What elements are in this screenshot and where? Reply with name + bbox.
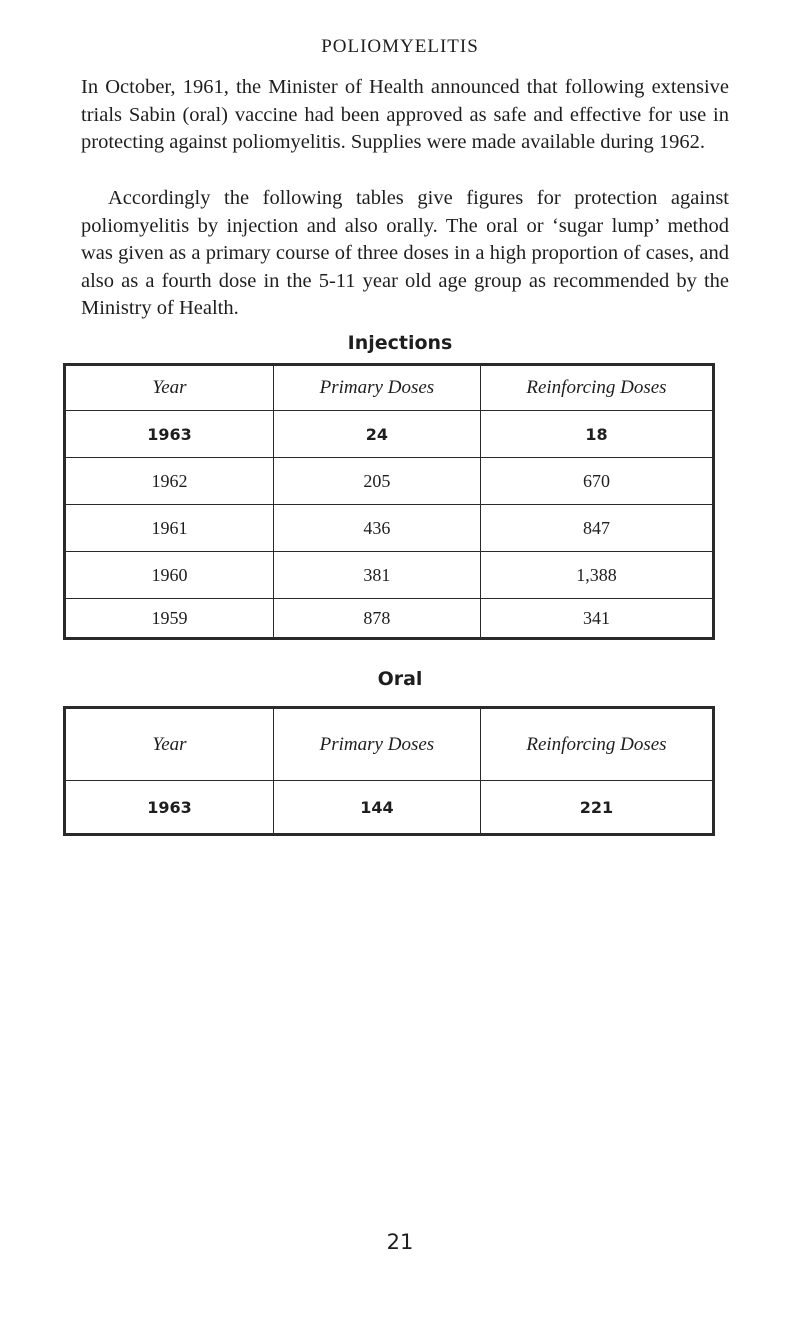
page-number: 21 <box>386 1230 414 1254</box>
year-cell: 1963 <box>65 411 274 458</box>
table-row <box>65 599 714 639</box>
injections-table-title: Injections <box>347 332 453 354</box>
header-year: Year <box>65 708 274 781</box>
table-row <box>65 411 714 458</box>
primary-doses-cell: 205 <box>273 458 480 505</box>
primary-doses-cell: 878 <box>273 599 480 639</box>
reinforcing-doses-cell: 847 <box>480 505 713 552</box>
header-primary-doses: Primary Doses <box>273 365 480 411</box>
year-cell: 1963 <box>65 781 274 835</box>
reinforcing-doses-cell: 341 <box>480 599 713 639</box>
table-row <box>65 781 714 835</box>
method-paragraph: Accordingly the following tables give figures for protection against poliomyelitis by injection and also orally. The oral or ‘sugar lump’ method was given as a primary course of three doses in a high proportion of cases, and also as a fourth dose in the 5-11 year old age group as recommended by the Ministry of Health. <box>81 187 729 319</box>
header-reinforcing-doses: Reinforcing Doses <box>480 708 713 781</box>
year-cell: 1961 <box>65 505 274 552</box>
table-header-row <box>65 708 714 781</box>
reinforcing-doses-cell: 18 <box>480 411 713 458</box>
reinforcing-doses-cell: 670 <box>480 458 713 505</box>
table-header-row <box>65 365 714 411</box>
page-heading: POLIOMYELITIS <box>321 36 479 57</box>
year-cell: 1962 <box>65 458 274 505</box>
header-year: Year <box>65 365 274 411</box>
table-row <box>65 505 714 552</box>
primary-doses-cell: 24 <box>273 411 480 458</box>
reinforcing-doses-cell: 1,388 <box>480 552 713 599</box>
intro-paragraph: In October, 1961, the Minister of Health announced that following extensive trials Sabin (oral) vaccine had been approved as safe and effective for use in protecting against poliomyelitis. Supplies were made available during 1962. <box>81 76 729 153</box>
oral-table-title: Oral <box>377 668 423 690</box>
header-primary-doses: Primary Doses <box>273 708 480 781</box>
header-reinforcing-doses: Reinforcing Doses <box>480 365 713 411</box>
year-cell: 1960 <box>65 552 274 599</box>
primary-doses-cell: 144 <box>273 781 480 835</box>
year-cell: 1959 <box>65 599 274 639</box>
primary-doses-cell: 436 <box>273 505 480 552</box>
primary-doses-cell: 381 <box>273 552 480 599</box>
table-row <box>65 552 714 599</box>
reinforcing-doses-cell: 221 <box>480 781 713 835</box>
table-row <box>65 458 714 505</box>
oral-table <box>63 706 715 836</box>
injections-table <box>63 363 715 640</box>
